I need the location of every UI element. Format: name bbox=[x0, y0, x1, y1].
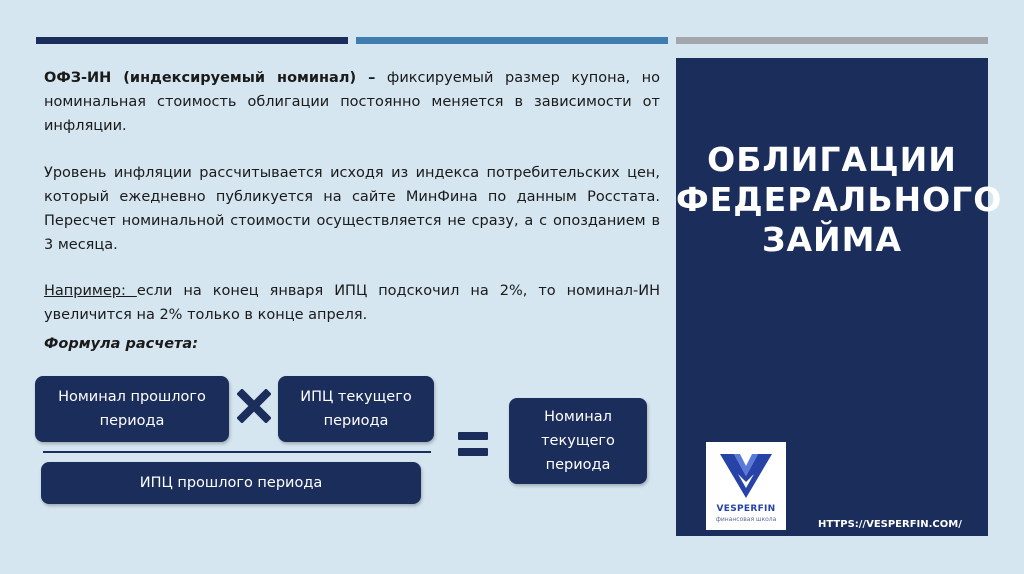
top-bar-navy bbox=[36, 37, 348, 44]
formula-label: Формула расчета: bbox=[44, 336, 199, 352]
prev-nominal-text: Номинал прошлого периода bbox=[58, 389, 206, 429]
logo-subtitle: финансовая школа bbox=[715, 516, 777, 523]
equals-icon bbox=[458, 430, 488, 458]
current-nominal-box bbox=[509, 398, 647, 484]
prev-cpi-text: ИПЦ прошлого периода bbox=[139, 475, 323, 491]
example-label: Например: bbox=[44, 283, 137, 299]
logo-mark-icon bbox=[718, 448, 774, 502]
vesperfin-logo bbox=[706, 442, 786, 530]
title-panel bbox=[676, 58, 1003, 536]
prev-cpi-box bbox=[41, 462, 421, 504]
current-cpi-box bbox=[278, 376, 434, 442]
current-nominal-text: Номинал текущего периода bbox=[541, 409, 615, 473]
prev-nominal-box bbox=[35, 376, 229, 442]
top-bar-gray bbox=[676, 37, 988, 44]
intro-definition: фиксируемый размер купона, но номинальная стоимость облигации постоянно меняется в зависимости от инфляции. bbox=[44, 70, 661, 134]
current-cpi-text: ИПЦ текущего периода bbox=[300, 389, 412, 429]
example-text: если на конец января ИПЦ подскочил на 2%, то номинал-ИН увеличится на 2% только в конце апреля. bbox=[44, 283, 660, 323]
example-paragraph bbox=[44, 279, 660, 327]
website-url[interactable]: HTTPS://VESPERFIN.COM/ bbox=[818, 519, 962, 530]
top-bar-blue bbox=[356, 37, 668, 44]
intro-paragraph bbox=[44, 66, 660, 138]
panel-title: ОБЛИГАЦИИ ФЕДЕРАЛЬНОГО ЗАЙМА bbox=[676, 140, 1003, 259]
intro-term: ОФЗ-ИН (индексируемый номинал) – bbox=[44, 70, 376, 86]
multiply-icon bbox=[237, 389, 271, 423]
inflation-paragraph: Уровень инфляции рассчитывается исходя из индекса потребительских цен, который ежедневно публикуется на сайте МинФина по данным Росстата. Пересчет номинальной стоимости осуществляется не сразу, а с опозданием в 3 месяца. bbox=[44, 165, 660, 253]
logo-name: VESPERFIN bbox=[716, 504, 776, 514]
fraction-line bbox=[43, 451, 431, 453]
